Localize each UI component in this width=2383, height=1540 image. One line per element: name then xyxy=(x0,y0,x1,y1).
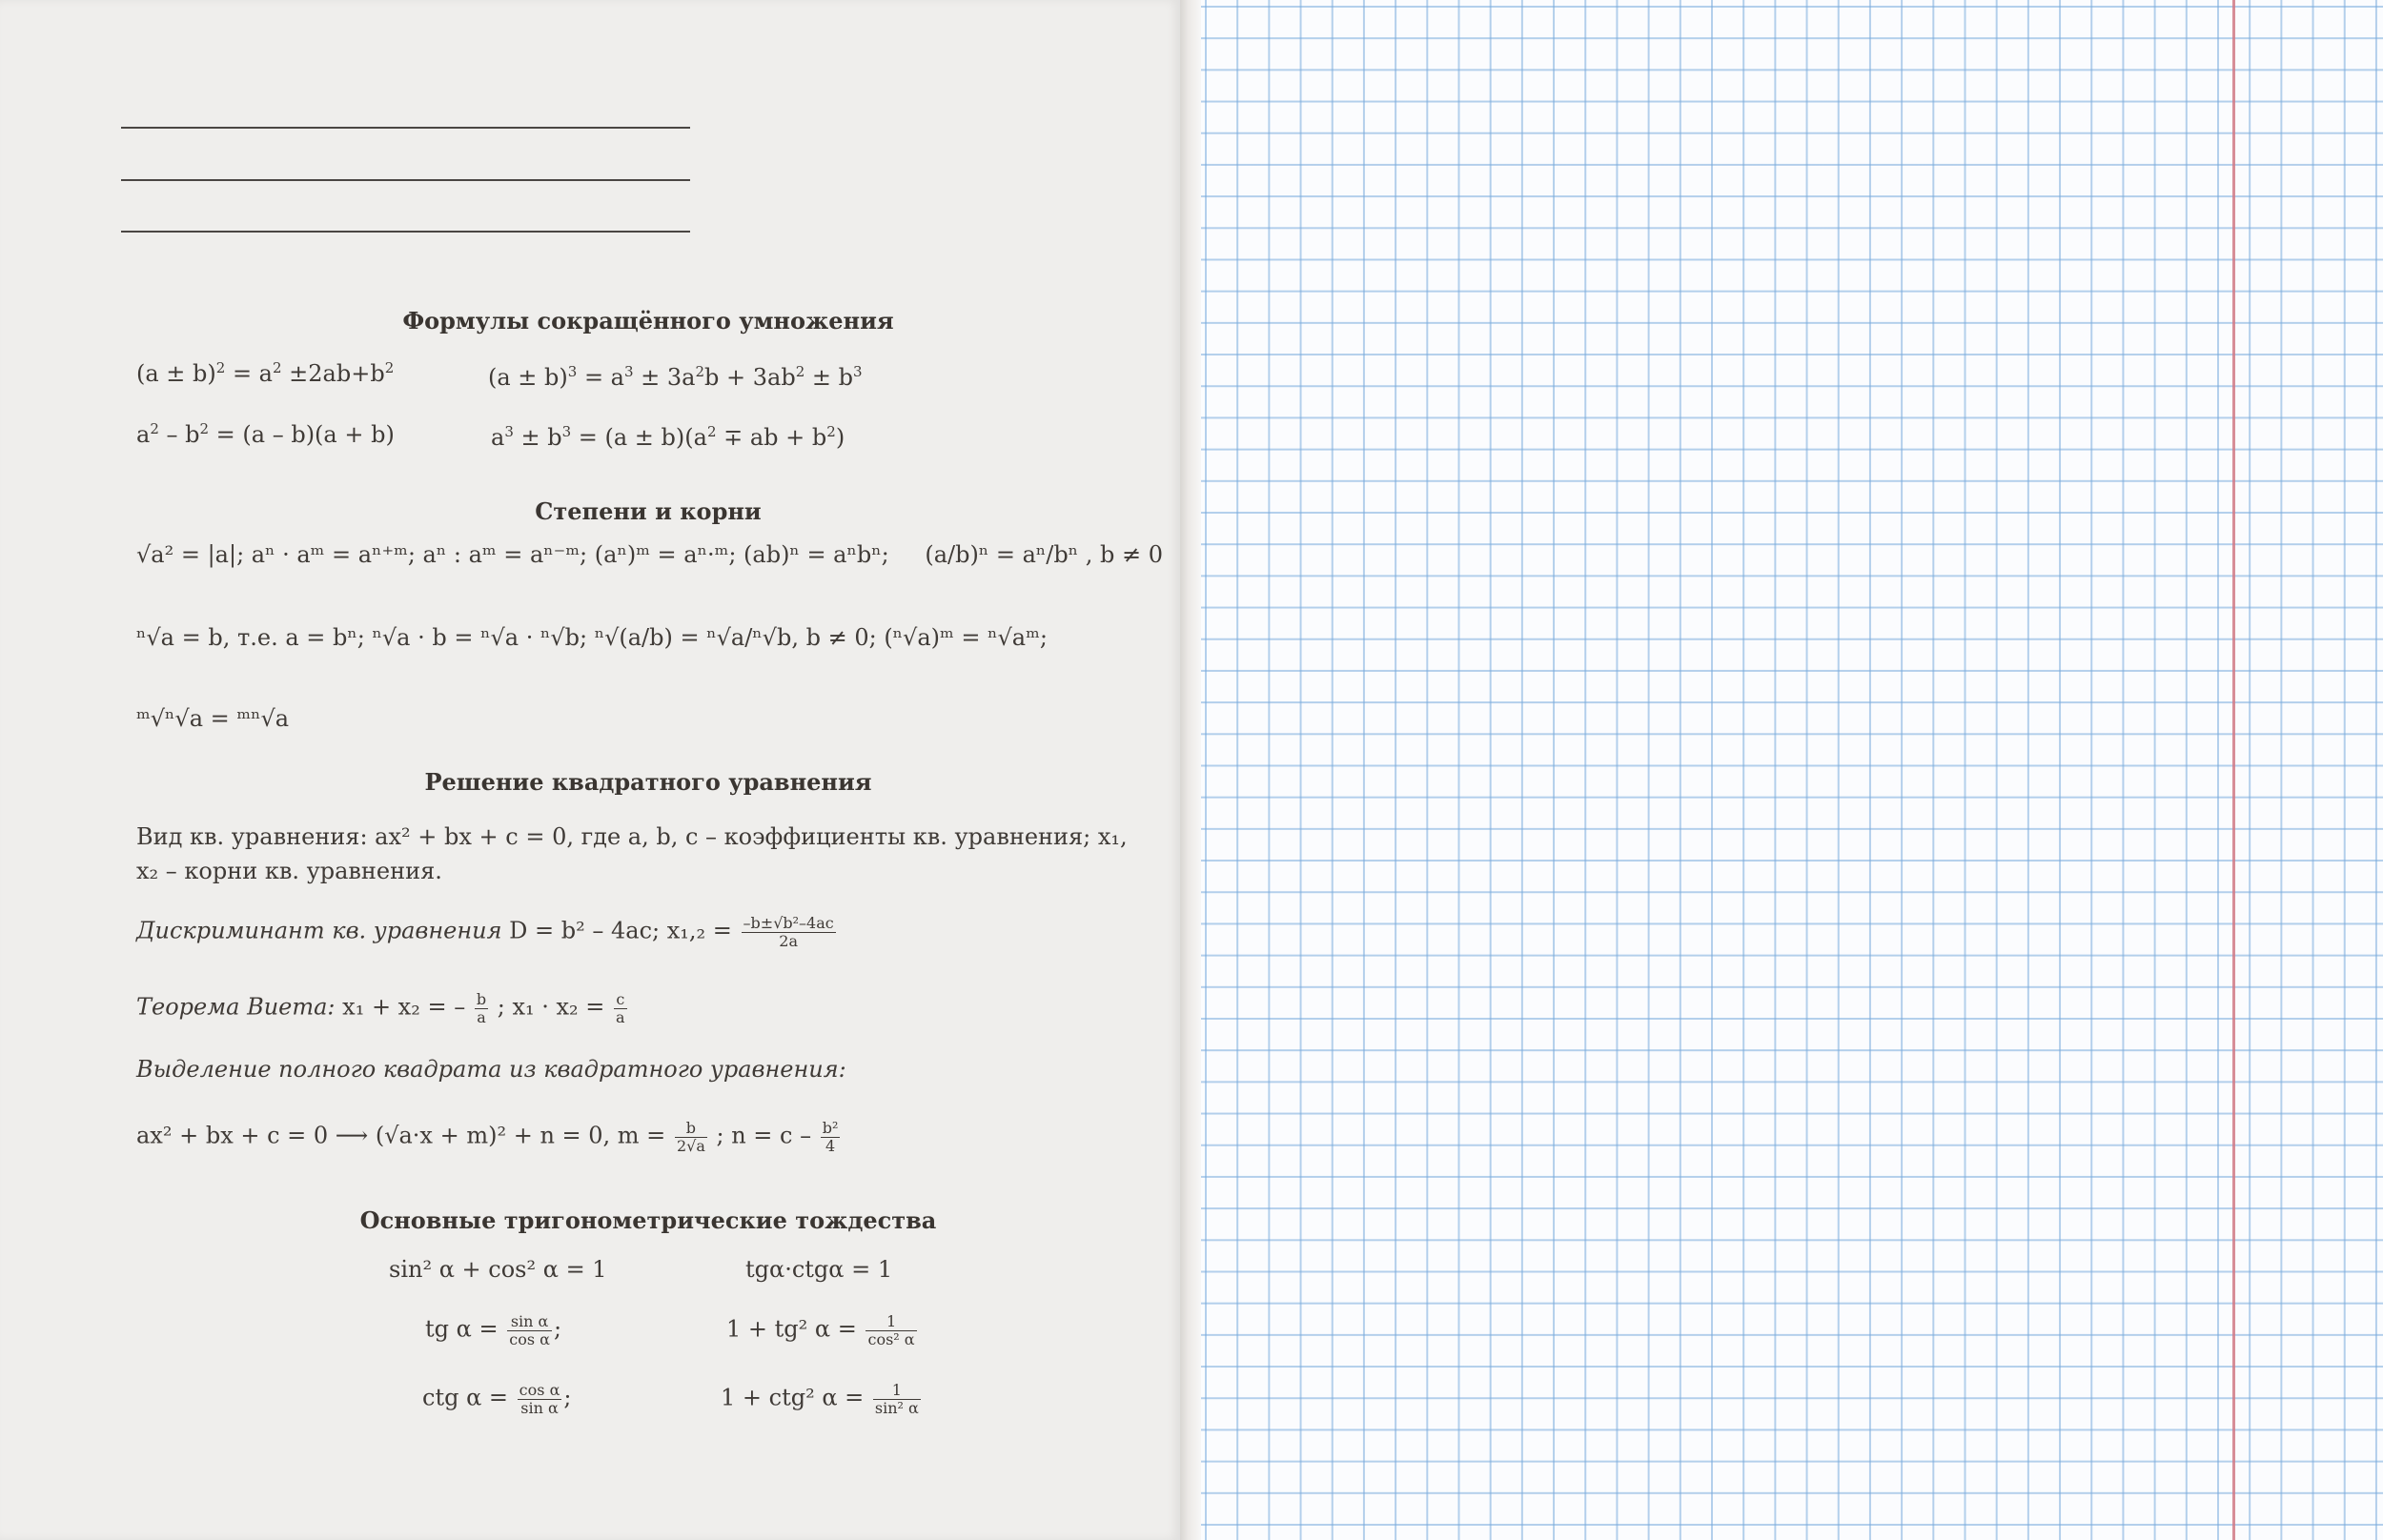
formula-trig-pythagorean: sin² α + cos² α = 1 xyxy=(389,1256,607,1283)
formula-roots-line-2: ⁿ√a = b, т.е. a = bⁿ; ⁿ√a · b = ⁿ√a · ⁿ√b; ⁿ√(a/b) = ⁿ√a/ⁿ√b, b ≠ 0; (ⁿ√a)ᵐ = ⁿ√aᵐ; xyxy=(136,624,1048,651)
formula-sum-of-cubes: $a^3 \pm b^3 = (a \pm b)(a^2$ ∓ ab + $b^2$) xyxy=(491,423,845,451)
formula-trig-tg: tg α = $\frac{\text{sin α}}{\text{cos α}}$ ; xyxy=(425,1312,562,1348)
formula-fraction-power: (a/b)ⁿ = aⁿ/bⁿ xyxy=(925,541,1079,568)
formula-square-completion: ax² + bx + c = 0 ⟶ (√a·x + m)² + n = 0, m = $\frac{b}{2√a}$ ; n = c – $\frac{\text{b²}}{4}$ xyxy=(136,1119,839,1155)
left-page xyxy=(0,0,1180,1540)
heading-trig-identities: Основные тригонометрические тождества xyxy=(359,1206,937,1234)
formula-square-of-sum: $(a \pm b)^2 = a^2 \pm 2ab+b^2$ xyxy=(136,359,395,387)
heading-powers-roots: Степени и корни xyxy=(535,497,762,525)
margin-line xyxy=(2232,0,2235,1540)
name-line-2[interactable] xyxy=(121,179,690,181)
name-line-3[interactable] xyxy=(121,231,690,233)
formula-trig-ctg: ctg α = $\frac{\text{cos α}}{\text{sin α}}$ ; xyxy=(422,1381,572,1417)
formula-difference-of-squares: $a^2 - b^2 = (a - b)(a + b)$ xyxy=(136,420,395,448)
formula-roots-line-3: ᵐ√ⁿ√a = ᵐⁿ√a xyxy=(136,705,290,732)
square-completion-label: Выделение полного квадрата из квадратного уравнения: xyxy=(136,1056,846,1083)
formula-cube-of-sum: $(a \pm b)^3 = a^3 \pm 3a^2b + 3ab^2 \pm b^3$ xyxy=(488,363,863,391)
grid-page[interactable] xyxy=(1201,0,2383,1540)
formula-discriminant: Дискриминант кв. уравнения D = b² – 4ac; x₁,₂ = $\frac{\text{–b±√b²–4ac}}{2a}$ xyxy=(136,914,834,950)
formula-vieta: Теорема Виета: x₁ + x₂ = – $\frac{b}{a}$ ; x₁ · x₂ = $\frac{c}{a}$ xyxy=(136,990,625,1026)
name-line-1[interactable] xyxy=(121,127,690,129)
notebook-spine xyxy=(1180,0,1201,1540)
quadratic-intro-text: Вид кв. уравнения: ax² + bx + c = 0, где a, b, c – коэффициенты кв. уравнения; x₁, x₂ – корни кв. уравнения. xyxy=(136,823,1128,884)
formula-trig-tg-squared: 1 + tg² α = $\frac{1}{\text{cos² α}}$ xyxy=(726,1312,915,1348)
formula-trig-tg-ctg: tgα·ctgα = 1 xyxy=(745,1256,893,1283)
heading-abridged-multiplication: Формулы сокращённого умножения xyxy=(402,307,894,334)
formula-powers-line-1: √a² = |a|; aⁿ · aᵐ = aⁿ⁺ᵐ; aⁿ : aᵐ = aⁿ⁻ᵐ; (aⁿ)ᵐ = aⁿ·ᵐ; (ab)ⁿ = aⁿbⁿ; (a/b)ⁿ = aⁿ/bⁿ , b ≠ 0 xyxy=(136,541,1164,568)
formula-trig-ctg-squared: 1 + ctg² α = $\frac{1}{\text{sin² α}}$ xyxy=(721,1381,919,1417)
heading-quadratic: Решение квадратного уравнения xyxy=(424,768,872,796)
